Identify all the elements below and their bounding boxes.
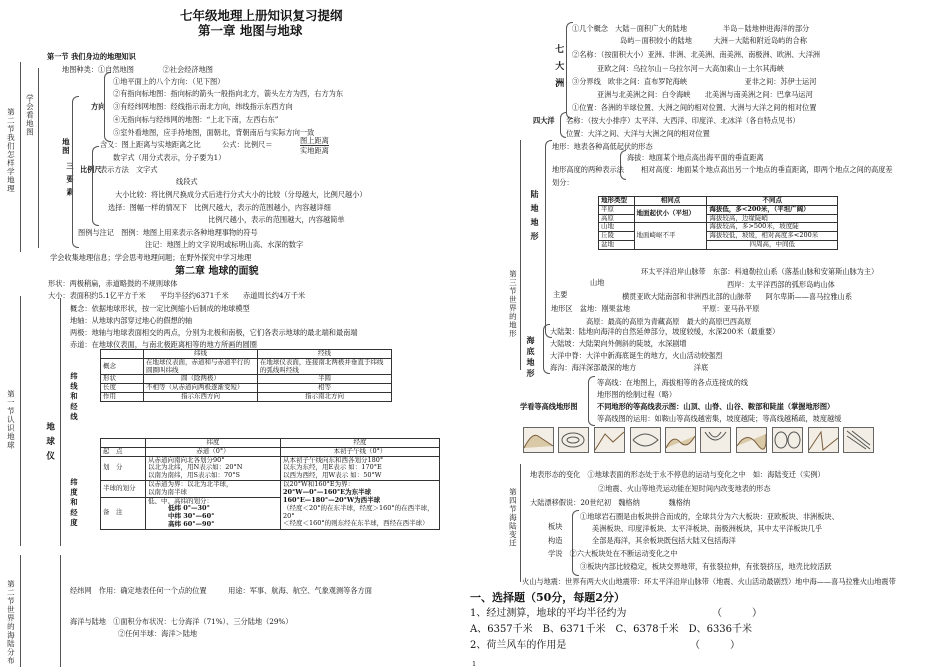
margin-bracket [20, 555, 21, 667]
outline-line: 大陆坡：大陆架向外侧斜的陡坡，水深剧增 [550, 339, 687, 348]
outline-line: 地形区 盆地：刚果盆地 平原：亚马孙平原 [551, 304, 760, 313]
outline-brace [104, 72, 111, 142]
outline-line: 数字式（用分式表示，分子要为1） [113, 153, 226, 162]
question-text: 1、经过测算，地球的平均半径约为 [470, 608, 627, 619]
outline-line: 注记：地图上的文字说明或标明山高、水深的数字 [145, 240, 304, 249]
outline-line: 大洋中脊：大洋中新海底诞生的地方，火山活动较强烈 [550, 351, 723, 360]
outline-line: 大陆架：陆地向海洋的自然延伸部分，坡度较缓，水深200米（最重要） [550, 327, 780, 336]
table-cell: 在地球仪表面，连接南北两极并垂直于纬线的弧线叫经线 [257, 358, 391, 375]
margin-section-label: 第三节世界的地形 [508, 270, 518, 338]
continents-tag: 七大洲 [553, 44, 564, 95]
cell-line: 160°E—180°—20°W为西半球 [283, 496, 381, 505]
chapter-two-heading: 第二章 地球的面貌 [175, 266, 259, 277]
cell-line: 20°W—0°—160°E为东半球 [283, 488, 372, 497]
cell-line: 从本初子午线向东和西各划分180° [283, 455, 384, 464]
cell-line: 以东为东经，用E表示 如：170°E [283, 463, 382, 472]
table-row-label: 起 点 [101, 447, 146, 456]
outline-brace [72, 96, 79, 248]
table-header: 经线 [257, 350, 391, 359]
outline-line: ①几个概念 大陆－面积广大的陆地 半岛－陆地伸进海洋的部分 [572, 24, 810, 33]
lines-tag: 纬线和经线 [70, 372, 79, 423]
contour-sketch-image [665, 427, 696, 453]
contour-sketch-image [772, 427, 803, 453]
outline-line: 大陆漂移假说：20世纪初 魏格纳 魏格纳 [530, 498, 691, 507]
landform-types-table [598, 196, 838, 250]
cell-line: ＜经度＜160°的则东经在东半球，西经在西半球） [283, 519, 429, 528]
table-cell: 赤道（0°） [146, 447, 281, 456]
cell-line: 以赤道为界：以北为北半球， [148, 479, 233, 488]
table-header: 纬线 [144, 350, 258, 359]
outline-line: 学说 ②六大板块处在不断运动变化之中 [548, 549, 678, 558]
table-cell [146, 497, 281, 529]
direction-tag: 方向 [91, 102, 106, 111]
table-header: 相同点 [634, 197, 707, 206]
outline-line: ③分界线 欧非之间：直布罗陀海峡 亚非之间：苏伊士运河 [572, 77, 817, 86]
outline-line: 名称：（按大小排序）太平洋、大西洋、印度洋、北冰洋（各自特点见书） [566, 116, 800, 125]
table-cell [146, 480, 281, 497]
outline-line: 主要 [553, 290, 568, 299]
table-cell: 地面崎岖不平 [634, 223, 707, 249]
outline-line: 图例与注记 图例：地图上用来表示各种地理事物的符号 [78, 228, 258, 237]
outline-line: 学会收集地理信息；学会思考地理问题；在野外探究中学习地理 [50, 253, 252, 262]
cell-line: 以北为北纬，用N表示如：20°N [148, 463, 243, 472]
outline-line: 大小比较：将比例尺换成分式后进行分式大小的比较（分母越大，比例尺越小） [115, 190, 367, 199]
outline-line: 相对高度：地面某个地点高出另一个地点的垂直距离，即两个地点之间的高度差 [641, 165, 893, 174]
table-cell: 地面起伏小（平坦） [634, 205, 707, 223]
table-row-label: 半球的划分 [101, 480, 146, 497]
outline-line: 板块 [548, 522, 563, 531]
outline-line: 等高线图的运用：如鞍山等高线越密集，坡度越陡；等高线越稀疏，坡度越缓 [597, 414, 842, 423]
outline-line: 西岸：太平洋西部的弧形岛屿山体 [727, 280, 835, 289]
outline-line: ①位置：各洲的半球位置、大洲之间的相对位置、大洲与大洋之间的相对位置 [572, 103, 817, 112]
cell-line: 以南为南半球 [148, 487, 187, 496]
three-elements-tag: 三要素 [66, 162, 75, 202]
table-cell: 海拔较高，多>500米，坡度陡 [707, 223, 838, 232]
contour-sketch-image [523, 427, 554, 453]
table-cell: 半圆 [257, 375, 391, 384]
outline-line: ②地震、火山等地壳运动能在短时间内改变地表的形态 [598, 484, 771, 493]
margin-bracket [20, 62, 21, 252]
cell-line: 高纬 60°—90° [168, 519, 215, 528]
outline-line: 地形：地表各种高低起伏的形态 [552, 142, 653, 151]
outline-line: 两极：地轴与地球表面相交的两点，分别为北极和南极，它们各表示地球的最北端和最南端 [70, 328, 358, 337]
table-header: 纬度 [146, 439, 281, 448]
table-cell: 丘陵 [599, 232, 635, 241]
scale-fraction-top: 图上距离 [300, 136, 329, 145]
table-row-label: 概念 [101, 358, 144, 375]
table-row-label: 备 注 [101, 497, 146, 529]
margin-bracket [20, 296, 21, 546]
outline-line: 地图种类：①自然地图 ②社会经济地图 [62, 65, 213, 74]
outline-line: 亚洲与北美洲之间：白令海峡 北美洲与南美洲之间：巴拿马运河 [597, 90, 813, 99]
outline-line: 位置：大洋之间、大洋与大洲之间的相对位置 [566, 129, 710, 138]
outline-line: 高原：最高的高原为青藏高原 最大的高原巴西高原 [586, 317, 752, 326]
contour-sketch-image [808, 427, 839, 453]
table-cell: 海拔低，多<200米，（平坦广阔） [707, 205, 838, 214]
table-cell: 本初子午线（0°） [281, 447, 440, 456]
outline-line: 表示方法 文字式 [100, 165, 158, 174]
table-row-label: 作用 [101, 392, 144, 401]
outline-line: ④无指向标与经纬网的地图：“上北下南，左西右东” [113, 115, 279, 124]
question-options: A、6357千米 B、6371千米 C、6378千米 D、6336千米 [470, 624, 753, 635]
latitude-longitude-lines-table [100, 349, 392, 402]
table-cell [146, 456, 281, 480]
exam-section-heading: 一、选择题（50分，每题2分） [470, 591, 625, 604]
contour-map-tag: 学看等高线地形图 [520, 402, 578, 411]
cell-line: 从赤道向南向北各划分90° [148, 455, 225, 464]
oceans-tag: 四大洋 [533, 116, 555, 125]
outline-line: 岛屿－面积较小的陆地 大洲－大陆和附近岛屿的合称 [620, 36, 807, 45]
cell-line: 中纬 30°—60° [168, 512, 215, 521]
outline-line: 山地 [590, 278, 605, 287]
table-cell: 平原 [599, 205, 635, 214]
globe-tag: 地球仪 [44, 422, 55, 466]
table-header: 地形类型 [599, 197, 635, 206]
contour-sketch-image [594, 427, 625, 453]
outline-line: 火山与地震：世界有两大火山地震带：环太平洋沿岸山脉带（地震、火山活动最剧烈）地中海——喜马拉雅火山地震带 [522, 577, 896, 586]
margin-bracket [38, 68, 39, 248]
outline-line: 海拔：地面某个地点高出海平面的垂直距离 [627, 153, 764, 162]
outline-line: 美洲板块、印度洋板块、太平洋板块、南极洲板块，其中太平洋板块几乎 [592, 524, 823, 533]
answer-paren: （ ） [690, 640, 740, 651]
contour-sketch-image [736, 427, 767, 453]
outline-line: ②名称：（按面积大小）亚洲、非洲、北美洲、南美洲、南极洲、欧洲、大洋洲 [572, 50, 820, 59]
cell-line: （经度＜20°的在东半球，经度＞160°的在西半球，20° [283, 503, 434, 520]
outline-line: 地轴：从地球内部穿过地心的假想的轴 [70, 316, 193, 325]
cell-line: 以南为南纬，用S表示如：70°S [148, 471, 240, 480]
table-cell: 指示东西方向 [144, 392, 258, 401]
contour-sketch-image [630, 427, 661, 453]
outline-line: 含义：图上距离与实地距离之比 公式：比例尺＝ [100, 140, 273, 149]
margin-bracket [60, 298, 61, 546]
table-cell: 海拔较低，坡缓，相对高度多<200米 [707, 232, 838, 241]
outline-line: 划分： [552, 178, 574, 187]
cell-line: 低、中、高纬的划分： [148, 496, 213, 505]
table-cell [281, 456, 440, 480]
outline-brace [572, 510, 579, 576]
margin-section-label: 第二节世界的海陆分布 [6, 580, 16, 665]
outline-line: ②有指向标地图：指向标的箭头一般指向北方，箭头左方为西，右方为东 [113, 89, 344, 98]
chapter-one-heading: 第一章 地图与地球 [198, 23, 303, 38]
table-cell: 海拔较高，边缘陡峭 [707, 214, 838, 223]
outline-line: 选择：图幅一样的情况下 比例尺越大，表示的范围越小，内容越详细 [108, 203, 331, 212]
outline-brace [543, 324, 550, 374]
margin-section-label: 第四节海陆变迁 [508, 488, 518, 548]
contour-sketch-image [558, 427, 589, 453]
document-title: 七年级地理上册知识复习提纲 [180, 8, 343, 23]
outline-line: 构造 [548, 536, 563, 545]
outline-line: 环太平洋沿岸山脉带 东部：科迪勒拉山系（落基山脉和安第斯山脉为主） [641, 267, 879, 276]
land-landform-tag: 陆地地形 [530, 190, 540, 246]
section-heading: 第一节 我们身边的地理知识 [47, 52, 136, 61]
table-cell: 盆地 [599, 240, 635, 249]
table-row-label: 划 分 [101, 456, 146, 480]
outline-brace [588, 376, 595, 426]
table-header: 不同点 [707, 197, 838, 206]
outline-line: 全部是海洋，其余板块既包括大陆又包括海洋 [592, 536, 736, 545]
outline-line: 海沟：海洋深部最深的地方 洋底 [550, 363, 709, 372]
outline-line: 线段式 [176, 177, 198, 186]
margin-subject-label: 学会看地图 [25, 94, 35, 137]
table-cell: 指示南北方向 [257, 392, 391, 401]
margin-section-label: 第二节我们怎样学地理 [6, 108, 16, 193]
outline-line: ①地球岩石圈是由板块拼合而成的，全球共分为六大板块：亚欧板块、非洲板块、 [580, 512, 839, 521]
table-cell: 山地 [599, 223, 635, 232]
question-text: 2、荷兰风车的作用是 [470, 640, 567, 651]
outline-line: 横贯亚欧大陆南部和非洲西北部的山脉带 阿尔卑斯——喜马拉雅山系 [622, 292, 853, 301]
outline-line: 比例尺越小，表示的范围越大，内容越简单 [208, 215, 345, 224]
cell-line: 以20°W和160°E为界： [283, 480, 355, 489]
outline-line: 地形图的绘制过程（略） [597, 390, 677, 399]
table-cell: 圆（除两极） [144, 375, 258, 384]
contour-sketch-image [700, 427, 731, 453]
outline-line: 不同地形的等高线表示图：山顶、山脊、山谷、鞍部和陡崖（掌握地形图） [597, 402, 835, 411]
outline-line: 等高线：在地图上，海拔相等的各点连接成的线 [597, 378, 748, 387]
table-cell: 不相等（从赤道向两极逐渐变短） [144, 384, 258, 393]
margin-bracket [520, 464, 521, 582]
table-cell [281, 480, 440, 529]
page-number: 1 [472, 660, 477, 668]
scale-fraction-bottom: 实地距离 [300, 146, 329, 155]
outline-line: ⑤室外看地图，应手持地图，面朝北，背朝南后与实际方向一致 [113, 128, 315, 137]
outline-line: 经纬网 作用：确定地表任何一个点的位置 用途：军事、航海、航空、气象观测等各方面 [70, 586, 372, 595]
table-cell: 相等 [257, 384, 391, 393]
table-cell: 在地球仪表面，赤道和与赤道平行的圆圈叫纬线 [144, 358, 258, 375]
outline-line: ③板块内部比较稳定，板块交界地带，有张裂拉伸，有张裂挤压，地壳比较活跃 [580, 562, 832, 571]
outline-line: 概念：依据地球形状，按一定比例缩小后制成的地球模型 [70, 304, 250, 313]
outline-line: ②任何半球：海洋＞陆地 [118, 629, 198, 638]
latitude-longitude-degree-table [100, 438, 440, 530]
outline-line: 大小：表面积约5.1亿平方千米 平均半径约6371千米 赤道周长约4万千米 [48, 291, 306, 300]
outline-line: 海洋与陆地 ①面积分布状况：七分海洋（71%）、三分陆地（29%） [70, 617, 293, 626]
cell-line: 低纬 0°—30° [168, 504, 210, 513]
latlong-tag: 纬度和经度 [70, 478, 79, 529]
outline-line: 地表形态的变化 ①地球表面的形态处于永不停息的运动与变化之中 如：海陆变迁（实例） [530, 470, 825, 479]
outline-line: 地形高度的两种表示法 [552, 165, 624, 174]
outline-line: 形状：两极稍扁，赤道略鼓的不规则球体 [48, 279, 178, 288]
margin-section-label: 第一节认识地球 [6, 390, 16, 450]
margin-bracket [520, 140, 521, 370]
outline-brace [92, 146, 99, 226]
table-cell: 高原 [599, 214, 635, 223]
cell-line: 以西为西经，用W表示 如：50°W [283, 471, 382, 480]
table-header: 经度 [281, 439, 440, 448]
outline-line: 赤道：在地球仪表面，与南北极距离相等的地方所画的圆圈 [70, 340, 257, 349]
table-row-label: 长度 [101, 384, 144, 393]
scale-tag: 比例尺 [80, 165, 102, 174]
contour-sketch-image [843, 427, 874, 453]
map-tag: 地图 [61, 138, 71, 155]
margin-bracket [60, 555, 61, 667]
seabed-landform-tag: 海底地形 [526, 336, 536, 380]
outline-line: ①地平面上的八个方向：（见下图） [113, 77, 225, 86]
outline-line: ③有经纬网地图：经线指示南北方向，纬线指示东西方向 [113, 102, 293, 111]
table-cell: 四周高，中间低 [707, 240, 838, 249]
outline-line: 亚欧之间：乌拉尔山－乌拉尔河－大高加索山－土尔其海峡 [597, 64, 784, 73]
answer-paren: （ ） [712, 608, 762, 619]
table-row-label: 形状 [101, 375, 144, 384]
